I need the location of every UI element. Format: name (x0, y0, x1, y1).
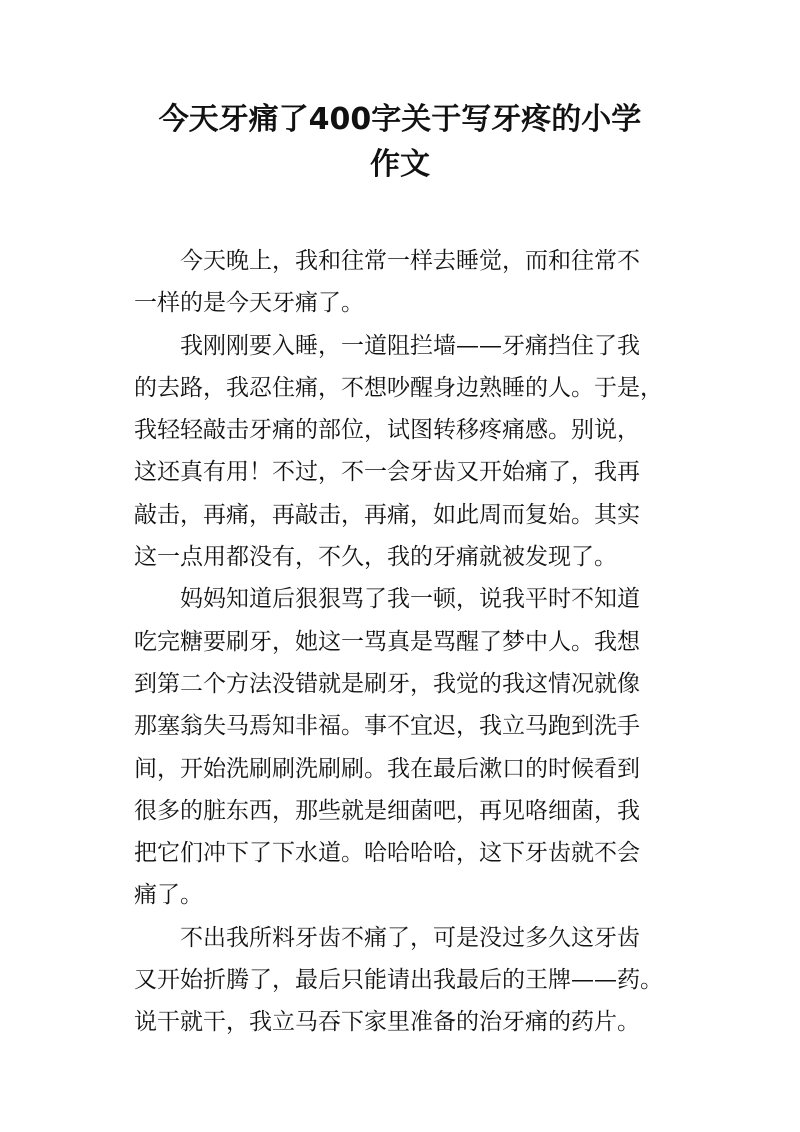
paragraph-line: 我轻轻敲击牙痛的部位，试图转移疼痛感。别说， (134, 417, 640, 444)
paragraph-line: 说干就干，我立马吞下家里准备的治牙痛的药片。 (134, 1009, 640, 1036)
paragraph-line: 这一点用都没有，不久，我的牙痛就被发现了。 (134, 544, 617, 571)
document-title-line-2: 作文 (370, 147, 430, 182)
paragraph-line: 吃完糖要刷牙，她这一骂真是骂醒了梦中人。我想 (134, 628, 640, 655)
paragraph-line: 的去路，我忍住痛，不想吵醒身边熟睡的人。于是， (134, 374, 663, 401)
paragraph-2 (134, 325, 694, 579)
document-title-line-1: 今天牙痛了400字关于写牙疼的小学 (158, 102, 642, 137)
paragraph-line: 今天晚上，我和往常一样去睡觉，而和往常不 (180, 248, 640, 274)
paragraph-line: 妈妈知道后狠狠骂了我一顿，说我平时不知道 (180, 586, 640, 613)
paragraph-line: 这还真有用！不过，不一会牙齿又开始痛了，我再 (134, 459, 640, 486)
paragraph-line: 间，开始洗刷刷洗刷刷。我在最后漱口的时候看到 (134, 755, 640, 782)
paragraph-1 (134, 240, 694, 325)
paragraph-line: 很多的脏东西，那些就是细菌吧，再见咯细菌，我 (134, 797, 640, 824)
paragraph-4 (134, 917, 694, 1044)
paragraph-line: 不出我所料牙齿不痛了，可是没过多久这牙齿 (180, 924, 640, 951)
paragraph-line: 我刚刚要入睡，一道阻拦墙——牙痛挡住了我 (180, 332, 640, 359)
paragraph-line: 把它们冲下了下水道。哈哈哈哈，这下牙齿就不会 (134, 840, 640, 867)
paragraph-line: 又开始折腾了，最后只能请出我最后的王牌——药。 (134, 967, 663, 994)
paragraph-line: 到第二个方法没错就是刷牙，我觉的我这情况就像 (134, 670, 640, 697)
paragraph-line: 那塞翁失马焉知非福。事不宜迟，我立马跑到洗手 (134, 713, 640, 740)
document-body (134, 240, 694, 1044)
paragraph-3 (134, 578, 694, 916)
paragraph-line: 敲击，再痛，再敲击，再痛，如此周而复始。其实 (134, 501, 640, 528)
paragraph-line: 一样的是今天牙痛了。 (134, 290, 364, 317)
paragraph-line: 痛了。 (134, 882, 203, 909)
